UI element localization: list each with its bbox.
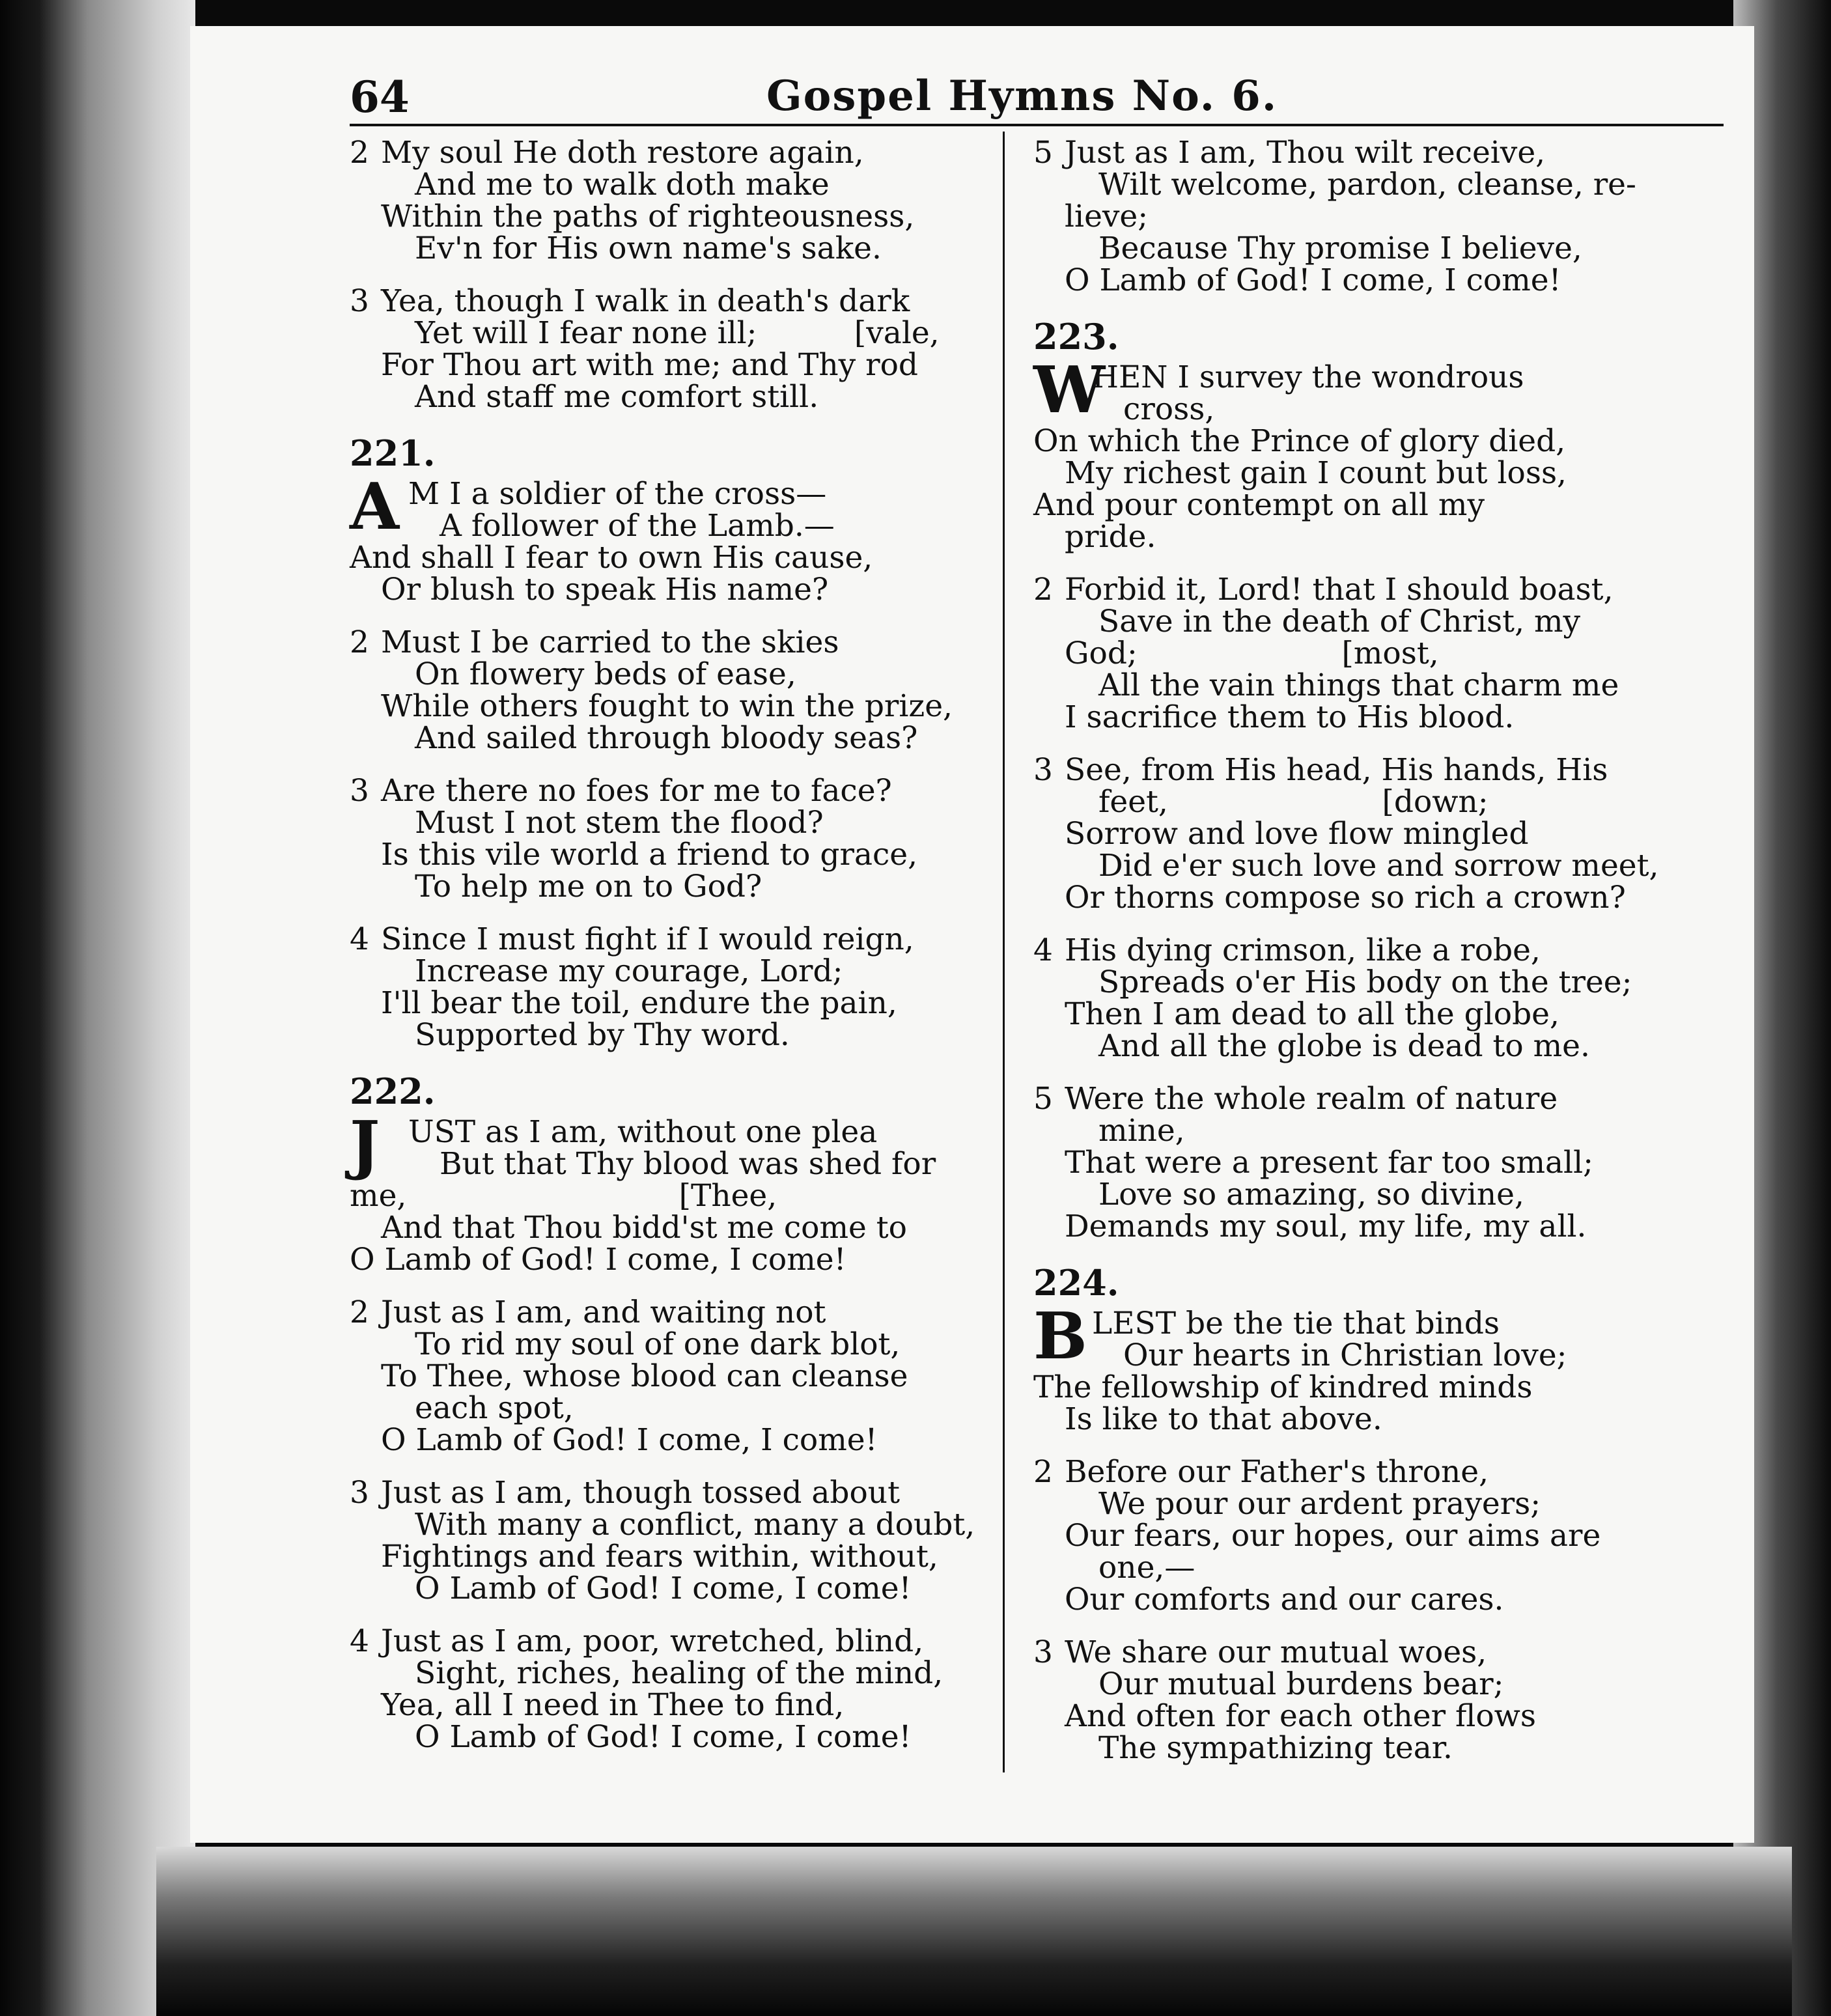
- stanza: [350, 137, 1001, 264]
- stanza-line: [1033, 754, 1684, 786]
- stanza-text: Our hearts in Christian love;: [1123, 1337, 1567, 1373]
- hymn-number: 223.: [1033, 316, 1119, 357]
- stanza: [350, 923, 1001, 1051]
- stanza-text: Must I be carried to the skies: [381, 624, 839, 660]
- stanza-line: [1033, 606, 1684, 637]
- stanza-number: 2: [350, 624, 369, 660]
- stanza-text: His dying crimson, like a robe,: [1065, 932, 1541, 968]
- stanza-text: And that Thou bidd'st me come to: [381, 1210, 907, 1246]
- stanza-line: [350, 574, 1001, 606]
- stanza-text: The fellowship of kindred minds: [1033, 1369, 1533, 1405]
- stanza-text: Increase my courage, Lord;: [415, 953, 843, 989]
- stanza-line: [350, 1244, 1001, 1276]
- stanza-text: Just as I am, though tossed about: [381, 1475, 900, 1511]
- stanza-text: We pour our ardent prayers;: [1098, 1486, 1541, 1522]
- stanza-line: [350, 1019, 1001, 1051]
- stanza-line: [350, 1625, 1001, 1657]
- stanza-text: Before our Father's throne,: [1065, 1454, 1489, 1490]
- stanza-line: [1033, 1552, 1684, 1584]
- stanza-line: [1033, 882, 1684, 914]
- stanza-line: [408, 478, 1001, 510]
- stanza-line: [1033, 1700, 1684, 1732]
- stanza-line: [350, 317, 1001, 349]
- stanza-text: UST as I am, without one plea: [408, 1114, 878, 1150]
- stanza-text: To rid my soul of one dark blot,: [415, 1326, 901, 1362]
- stanza-text: I sacrifice them to His blood.: [1065, 699, 1515, 735]
- stanza-line: [1033, 1030, 1684, 1062]
- stanza-line: [350, 1657, 1001, 1689]
- stanza-number: 3: [1033, 752, 1053, 788]
- stanza-line: [1033, 1732, 1684, 1764]
- stanza-line: [350, 1180, 1001, 1212]
- stanza-text: With many a conflict, many a doubt,: [415, 1507, 975, 1543]
- stanza-line: [1033, 966, 1684, 998]
- stanza-line: [1033, 1584, 1684, 1616]
- stanza-line: [1033, 1211, 1684, 1242]
- stanza-text: The sympathizing tear.: [1098, 1730, 1453, 1766]
- stanza-line: [350, 839, 1001, 871]
- stanza-line: [1033, 669, 1684, 701]
- book-title: Gospel Hymns No. 6.: [766, 72, 1278, 120]
- stanza-line: [1033, 998, 1684, 1030]
- stanza-text: And all the globe is dead to me.: [1098, 1028, 1590, 1064]
- stanza-number: 2: [1033, 572, 1053, 608]
- stanza-text: Did e'er such love and sorrow meet,: [1098, 848, 1659, 884]
- stanza-text: And shall I fear to own His cause,: [350, 540, 873, 576]
- stanza: [1033, 1456, 1684, 1616]
- stanza-line: [1033, 232, 1684, 264]
- stanza-line: [350, 658, 1001, 690]
- stanza-line: [350, 807, 1001, 839]
- stanza-text: That were a present far too small;: [1065, 1145, 1593, 1181]
- left-column: [350, 137, 1001, 1774]
- drop-cap-letter: A: [350, 469, 400, 544]
- stanza-line: [350, 775, 1001, 807]
- first-stanza: [350, 1108, 1001, 1278]
- stanza-line: [1033, 934, 1684, 966]
- column-divider: [1003, 132, 1005, 1772]
- stanza-line: [350, 137, 1001, 169]
- stanza-line: [350, 542, 1001, 574]
- stanza-line: [350, 1573, 1001, 1604]
- stanza-line: [350, 1689, 1001, 1721]
- stanza-text: Demands my soul, my life, my all.: [1065, 1209, 1587, 1244]
- stanza-text: And staff me comfort still.: [415, 379, 819, 415]
- stanza-text: To help me on to God?: [415, 869, 762, 904]
- stanza-number: 3: [1033, 1634, 1053, 1670]
- stanza-text: O Lamb of God! I come, I come!: [415, 1571, 912, 1606]
- stanza-text: See, from His head, His hands, His: [1065, 752, 1608, 788]
- stanza-text: To Thee, whose blood can cleanse: [381, 1358, 908, 1394]
- stanza: [350, 1296, 1001, 1456]
- stanza-text: Or blush to speak His name?: [381, 572, 829, 608]
- stanza-text: mine,: [1098, 1113, 1185, 1149]
- hymn-number: 221.: [350, 432, 436, 474]
- stanza-line: [1033, 786, 1684, 818]
- scan-bottom-edge: [156, 1847, 1792, 2016]
- stanza-text: Sorrow and love flow mingled: [1065, 816, 1529, 852]
- stanza-line: [350, 690, 1001, 722]
- stanza-text: one,—: [1098, 1550, 1195, 1586]
- stanza-text: Just as I am, Thou wilt receive,: [1065, 135, 1546, 171]
- stanza-number: 2: [350, 1295, 369, 1330]
- stanza-number: 3: [350, 283, 369, 319]
- stanza-text: O Lamb of God! I come, I come!: [1065, 262, 1561, 298]
- stanza-text: lieve;: [1065, 199, 1149, 234]
- stanza-line: [408, 510, 1001, 542]
- stanza-line: [350, 201, 1001, 232]
- stanza-line: [350, 1509, 1001, 1541]
- stanza-line: [1033, 1403, 1684, 1435]
- stanza-line: [1033, 574, 1684, 606]
- stanza-text: On flowery beds of ease,: [415, 656, 796, 692]
- stanza-line: [350, 1296, 1001, 1328]
- stanza-line: [350, 955, 1001, 987]
- stanza-text: Within the paths of righteousness,: [381, 199, 915, 234]
- stanza: [1033, 934, 1684, 1062]
- stanza-text: While others fought to win the prize,: [381, 688, 953, 724]
- drop-cap-letter: J: [350, 1108, 380, 1183]
- stanza-line: [350, 871, 1001, 903]
- stanza-number: 4: [1033, 932, 1053, 968]
- stanza-text: LEST be the tie that binds: [1092, 1306, 1500, 1341]
- stanza-text: For Thou art with me; and Thy rod: [381, 347, 918, 383]
- stanza-text: Yea, all I need in Thee to find,: [381, 1687, 845, 1723]
- stanza-text: me, [Thee,: [350, 1178, 777, 1214]
- stanza-text: Ev'n for His own name's sake.: [415, 231, 882, 266]
- stanza-text: My soul He doth restore again,: [381, 135, 864, 171]
- stanza-line: [1033, 1179, 1684, 1211]
- stanza-line: [1033, 489, 1684, 521]
- stanza-line: [1033, 264, 1684, 296]
- stanza-text: Our fears, our hopes, our aims are: [1065, 1518, 1601, 1554]
- stanza-text: God; [most,: [1065, 636, 1439, 671]
- stanza-text: And pour contempt on all my: [1033, 487, 1485, 523]
- stanza-text: Is like to that above.: [1065, 1401, 1382, 1437]
- hymnal-page: [190, 26, 1754, 1843]
- stanza-number: 3: [350, 773, 369, 809]
- stanza-text: A follower of the Lamb.—: [440, 508, 835, 544]
- first-stanza: [1033, 1299, 1684, 1437]
- stanza-text: Must I not stem the flood?: [415, 805, 824, 841]
- stanza-line: [1033, 169, 1684, 201]
- stanza-text: Supported by Thy word.: [415, 1017, 790, 1053]
- stanza-line: [350, 381, 1001, 413]
- stanza-text: I'll bear the toil, endure the pain,: [381, 985, 897, 1021]
- stanza-text: On which the Prince of glory died,: [1033, 423, 1566, 459]
- stanza-line: [350, 169, 1001, 201]
- stanza-line: [1092, 1308, 1684, 1339]
- stanza-text: O Lamb of God! I come, I come!: [415, 1719, 912, 1755]
- stanza-line: [408, 1148, 1001, 1180]
- stanza-line: [1033, 201, 1684, 232]
- stanza-line: [350, 1477, 1001, 1509]
- stanza-text: O Lamb of God! I come, I come!: [350, 1242, 846, 1278]
- stanza-text: Since I must fight if I would reign,: [381, 921, 914, 957]
- stanza-text: Then I am dead to all the globe,: [1065, 996, 1559, 1032]
- stanza-line: [1033, 137, 1684, 169]
- stanza-line: [1092, 1339, 1684, 1371]
- stanza-line: [1033, 1456, 1684, 1488]
- stanza-line: [1033, 850, 1684, 882]
- stanza-line: [1033, 818, 1684, 850]
- stanza-text: Or thorns compose so rich a crown?: [1065, 880, 1626, 916]
- right-column: [1033, 137, 1684, 1785]
- stanza-line: [350, 923, 1001, 955]
- stanza-text: Save in the death of Christ, my: [1098, 604, 1581, 639]
- stanza-text: feet, [down;: [1098, 784, 1489, 820]
- stanza-text: Are there no foes for me to face?: [381, 773, 892, 809]
- stanza-text: Forbid it, Lord! that I should boast,: [1065, 572, 1614, 608]
- stanza: [350, 285, 1001, 413]
- stanza-text: And often for each other flows: [1065, 1698, 1536, 1734]
- stanza-text: pride.: [1065, 519, 1156, 555]
- hymn-number: 224.: [1033, 1262, 1119, 1304]
- stanza-text: Sight, riches, healing of the mind,: [415, 1655, 943, 1691]
- stanza-line: [1033, 1636, 1684, 1668]
- stanza-number: 4: [350, 1623, 369, 1659]
- stanza-text: Were the whole realm of nature: [1065, 1081, 1558, 1117]
- stanza-text: HEN I survey the wondrous: [1092, 359, 1524, 395]
- stanza-text: Yea, though I walk in death's dark: [381, 283, 910, 319]
- stanza-text: Our mutual burdens bear;: [1098, 1666, 1504, 1702]
- stanza-text: All the vain things that charm me: [1098, 667, 1619, 703]
- stanza-text: Because Thy promise I believe,: [1098, 231, 1582, 266]
- stanza-text: Just as I am, poor, wretched, blind,: [381, 1623, 924, 1659]
- scan-left-edge: [0, 0, 195, 2016]
- first-stanza: [1033, 353, 1684, 555]
- stanza-number: 5: [1033, 1081, 1053, 1117]
- stanza-line: [350, 1328, 1001, 1360]
- stanza-line: [350, 232, 1001, 264]
- page-header: [350, 72, 1724, 130]
- stanza-text: Our comforts and our cares.: [1065, 1582, 1504, 1617]
- stanza-line: [1033, 425, 1684, 457]
- stanza-line: [350, 1424, 1001, 1456]
- stanza-line: [350, 1360, 1001, 1392]
- stanza-line: [1033, 701, 1684, 733]
- stanza-text: O Lamb of God! I come, I come!: [381, 1422, 878, 1458]
- stanza-line: [350, 626, 1001, 658]
- stanza: [350, 775, 1001, 903]
- stanza-line: [1033, 1668, 1684, 1700]
- stanza: [350, 1625, 1001, 1753]
- stanza-text: My richest gain I count but loss,: [1065, 455, 1567, 491]
- stanza-line: [1033, 1147, 1684, 1179]
- stanza-line: [1033, 637, 1684, 669]
- stanza-line: [1033, 1488, 1684, 1520]
- stanza-line: [408, 1116, 1001, 1148]
- first-stanza: [350, 469, 1001, 608]
- stanza-text: We share our mutual woes,: [1065, 1634, 1487, 1670]
- page-number: 64: [350, 72, 410, 122]
- stanza-line: [1033, 1520, 1684, 1552]
- stanza-line: [350, 1541, 1001, 1573]
- drop-cap-letter: W: [1033, 353, 1106, 428]
- stanza-line: [1033, 1371, 1684, 1403]
- stanza-line: [350, 285, 1001, 317]
- stanza-number: 4: [350, 921, 369, 957]
- stanza-text: Is this vile world a friend to grace,: [381, 837, 918, 873]
- stanza-line: [1092, 393, 1684, 425]
- stanza-text: And sailed through bloody seas?: [415, 720, 918, 756]
- stanza-text: Spreads o'er His body on the tree;: [1098, 964, 1632, 1000]
- stanza: [350, 1477, 1001, 1604]
- stanza-line: [1092, 361, 1684, 393]
- stanza: [1033, 574, 1684, 733]
- stanza-number: 2: [1033, 1454, 1053, 1490]
- stanza-line: [1033, 1083, 1684, 1115]
- stanza-text: cross,: [1123, 391, 1215, 427]
- stanza-text: Wilt welcome, pardon, cleanse, re-: [1098, 167, 1636, 203]
- stanza-text: Love so amazing, so divine,: [1098, 1177, 1524, 1212]
- stanza-text: And me to walk doth make: [415, 167, 830, 203]
- stanza-text: Fightings and fears within, without,: [381, 1539, 938, 1575]
- stanza-line: [350, 349, 1001, 381]
- stanza-line: [350, 1392, 1001, 1424]
- stanza: [1033, 1636, 1684, 1764]
- stanza: [350, 626, 1001, 754]
- stanza-line: [350, 1721, 1001, 1753]
- stanza-line: [350, 987, 1001, 1019]
- stanza-text: M I a soldier of the cross—: [408, 476, 827, 512]
- stanza-text: Just as I am, and waiting not: [381, 1295, 826, 1330]
- stanza-line: [1033, 457, 1684, 489]
- hymn-number: 222.: [350, 1071, 436, 1112]
- stanza-text: But that Thy blood was shed for: [440, 1146, 936, 1182]
- stanza-line: [350, 722, 1001, 754]
- stanza: [1033, 137, 1684, 296]
- stanza: [1033, 754, 1684, 914]
- stanza: [1033, 1083, 1684, 1242]
- header-rule: [350, 124, 1724, 126]
- stanza-text: each spot,: [415, 1390, 574, 1426]
- stanza-number: 3: [350, 1475, 369, 1511]
- stanza-number: 5: [1033, 135, 1053, 171]
- stanza-text: Yet will I fear none ill; [vale,: [415, 315, 940, 351]
- stanza-line: [350, 1212, 1001, 1244]
- drop-cap-letter: B: [1033, 1299, 1087, 1374]
- stanza-line: [1033, 521, 1684, 553]
- stanza-line: [1033, 1115, 1684, 1147]
- stanza-number: 2: [350, 135, 369, 171]
